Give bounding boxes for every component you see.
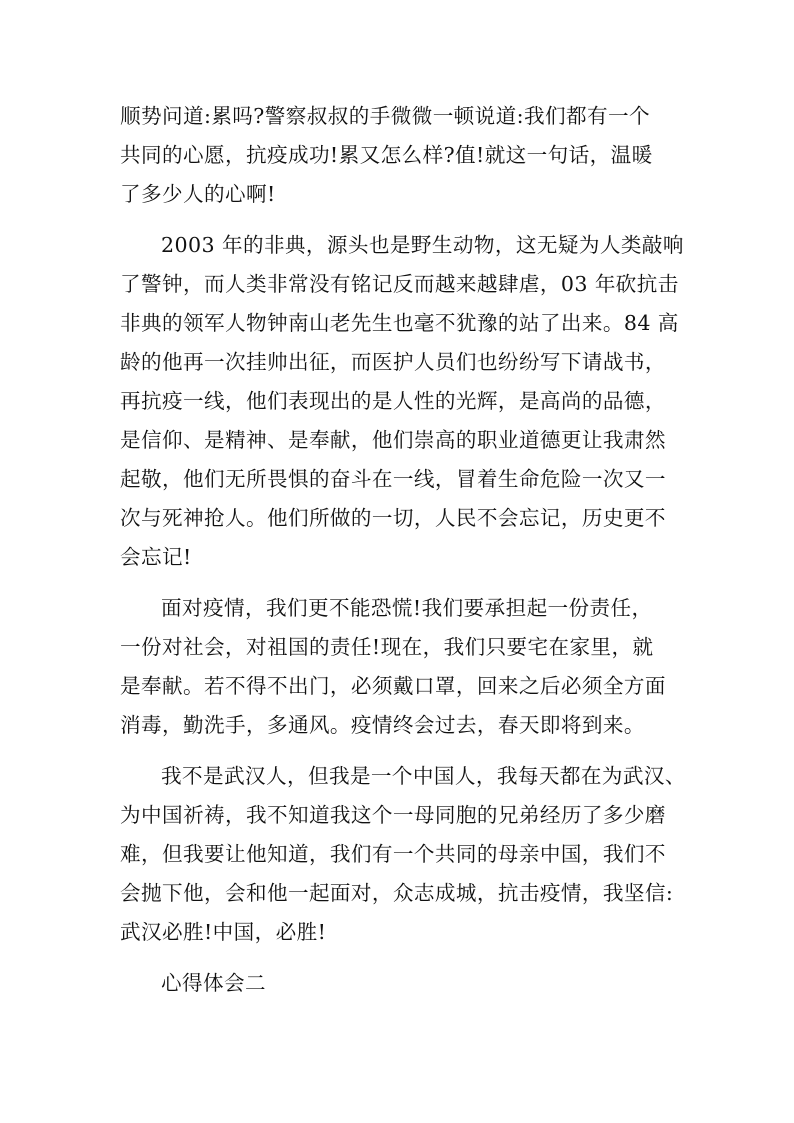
text-line: 起敬，他们无所畏惧的奋斗在一线，冒着生命危险一次又一: [120, 467, 666, 491]
text-line: 会抛下他，会和他一起面对，众志成城，抗击疫情，我坚信:: [120, 881, 674, 905]
text-line: 难，但我要让他知道，我们有一个共同的母亲中国，我们不: [120, 842, 666, 866]
paragraph-start-line: 2003 年的非典，源头也是野生动物，这无疑为人类敲响: [161, 233, 684, 257]
text-line: 武汉必胜!中国，必胜!: [120, 920, 327, 944]
text-line: 再抗疫一线，他们表现出的是人性的光辉，是高尚的品德，: [120, 389, 666, 413]
text-line: 非典的领军人物钟南山老先生也毫不犹豫的站了出来。84 高: [120, 311, 679, 335]
text-line: 了警钟，而人类非常没有铭记反而越来越肆虐，03 年砍抗击: [120, 272, 679, 296]
text-line: 共同的心愿，抗疫成功!累又怎么样?值!就这一句话，温暖: [120, 143, 653, 167]
text-line: 顺势问道:累吗?警察叔叔的手微微一顿说道:我们都有一个: [120, 104, 650, 128]
text-line: 次与死神抢人。他们所做的一切，人民不会忘记，历史更不: [120, 506, 666, 530]
section-heading: 心得体会二: [161, 971, 266, 995]
text-line: 龄的他再一次挂帅出征，而医护人员们也纷纷写下请战书，: [120, 350, 666, 374]
paragraph-start-line: 我不是武汉人，但我是一个中国人，我每天都在为武汉、: [161, 764, 686, 788]
text-line: 为中国祈祷，我不知道我这个一母同胞的兄弟经历了多少磨: [120, 803, 666, 827]
text-line: 一份对社会，对祖国的责任!现在，我们只要宅在家里，就: [120, 635, 654, 659]
text-line: 是奉献。若不得不出门，必须戴口罩，回来之后必须全方面: [120, 674, 666, 698]
text-line: 消毒，勤洗手，多通风。疫情终会过去，春天即将到来。: [120, 713, 645, 737]
text-line: 了多少人的心啊!: [120, 182, 276, 206]
paragraph-start-line: 面对疫情，我们更不能恐慌!我们要承担起一份责任，: [161, 596, 653, 620]
text-line: 是信仰、是精神、是奉献，他们崇高的职业道德更让我肃然: [120, 428, 666, 452]
text-line: 会忘记!: [120, 545, 192, 569]
